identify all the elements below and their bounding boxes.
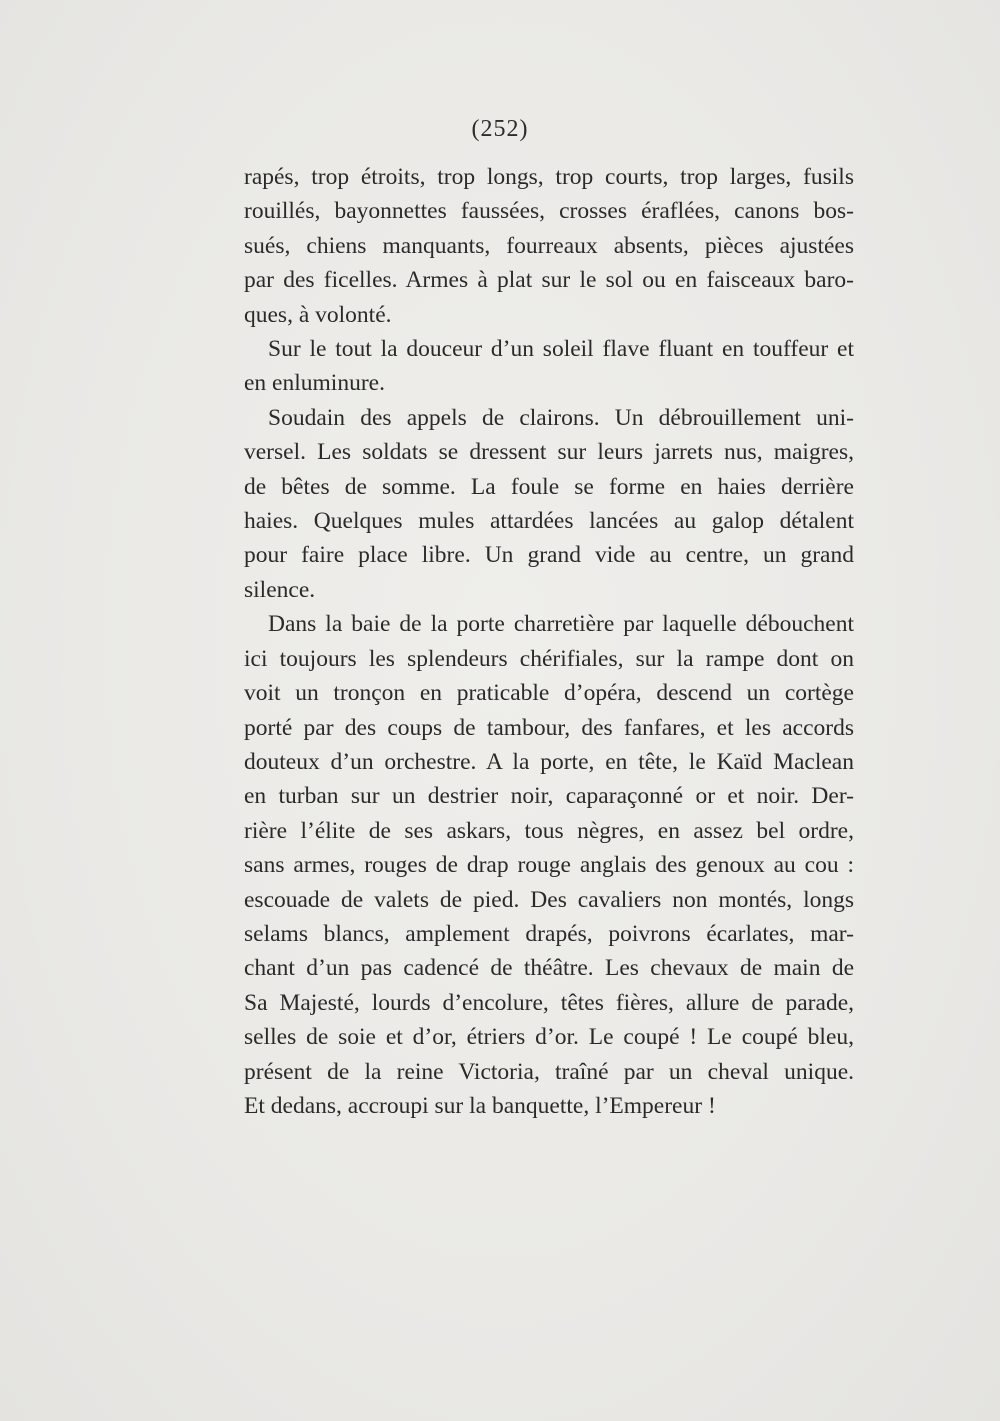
text-line: en enluminure. [244, 370, 385, 397]
text-line: en turban sur un destrier noir, caparaçonné or et noir. Der- [244, 783, 854, 810]
paragraph [244, 160, 854, 332]
text-line: selams blancs, amplement drapés, poivrons écarlates, mar- [244, 920, 854, 947]
text-line: versel. Les soldats se dressent sur leurs jarrets nus, maigres, [244, 439, 854, 466]
text-line: silence. [244, 576, 316, 603]
text-line: ques, à volonté. [244, 301, 392, 328]
text-line: porté par des coups de tambour, des fanfares, et les accords [244, 714, 854, 741]
text-line: sués, chiens manquants, fourreaux absents, pièces ajustées [244, 232, 854, 259]
text-line: de bêtes de somme. La foule se forme en haies derrière [244, 473, 854, 500]
text-line: Dans la baie de la porte charretière par laquelle débouchent [268, 611, 854, 638]
text-line: rière l’élite de ses askars, tous nègres, en assez bel ordre, [244, 817, 854, 844]
text-line: douteux d’un orchestre. A la porte, en tête, le Kaïd Maclean [244, 748, 854, 775]
paragraph [244, 607, 854, 1123]
text-line: rapés, trop étroits, trop longs, trop courts, trop larges, fusils [244, 164, 854, 190]
text-line: rouillés, bayonnettes faussées, crosses éraflées, canons bos- [244, 198, 854, 225]
text-line: escouade de valets de pied. Des cavaliers non montés, longs [244, 886, 854, 913]
text-line: haies. Quelques mules attardées lancées au galop détalent [244, 508, 854, 535]
text-line: sans armes, rouges de drap rouge anglais des genoux au cou : [244, 852, 854, 879]
text-line: Soudain des appels de clairons. Un débrouillement uni- [268, 404, 854, 431]
text-line: Et dedans, accroupi sur la banquette, l’Empereur ! [244, 1092, 716, 1119]
text-line: Sa Majesté, lourds d’encolure, têtes fières, allure de parade, [244, 989, 854, 1016]
text-line: présent de la reine Victoria, traîné par un cheval unique. [244, 1058, 854, 1085]
paragraph [244, 401, 854, 607]
text-line: chant d’un pas cadencé de théâtre. Les chevaux de main de [244, 955, 854, 982]
text-line: pour faire place libre. Un grand vide au centre, un grand [244, 542, 854, 569]
text-line: voit un tronçon en praticable d’opéra, descend un cortège [244, 680, 854, 707]
text-line: ici toujours les splendeurs chérifiales, sur la rampe dont on [244, 645, 854, 672]
text-line: Sur le tout la douceur d’un soleil flave fluant en touffeur et [268, 336, 854, 363]
paragraph [244, 332, 854, 401]
text-line: selles de soie et d’or, étriers d’or. Le coupé ! Le coupé bleu, [244, 1024, 854, 1051]
body-text [244, 160, 854, 1123]
page-number: (252) [471, 116, 529, 142]
text-line: par des ficelles. Armes à plat sur le sol ou en faisceaux baro- [244, 267, 854, 294]
